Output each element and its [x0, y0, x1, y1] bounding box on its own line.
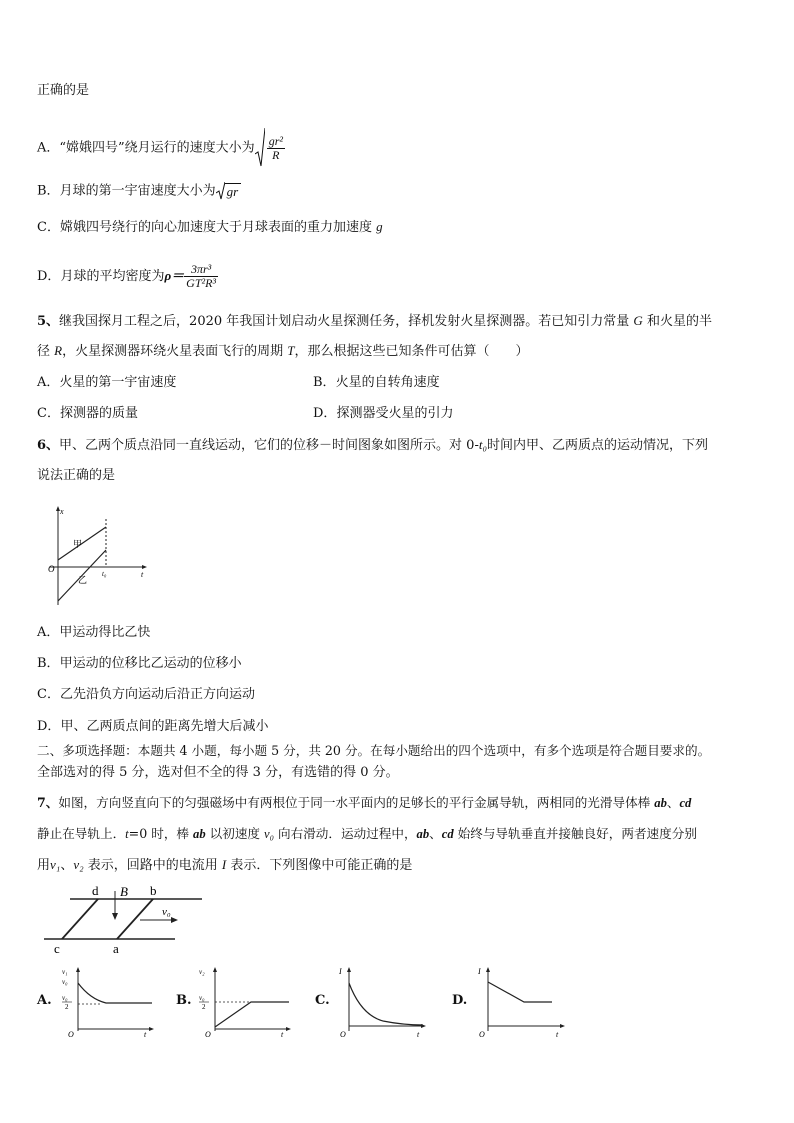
label-a: a: [113, 941, 119, 956]
rod-cd: [62, 899, 98, 939]
q5-option-b: B．火星的自转角速度: [313, 375, 440, 390]
svg-text:I: I: [339, 967, 342, 976]
label-c: c: [54, 941, 60, 956]
q5-stem-line1: 5、继我国探月工程之后，2020 年我国计划启动火星探测任务，择机发射火星探测器。若已知引力常量 G 和火星的半: [37, 313, 712, 329]
sqrt-expression: gr: [216, 182, 242, 200]
label-b: b: [150, 883, 157, 898]
q6-option-a: A．甲运动得比乙快: [37, 625, 151, 640]
q5-option-a: A．火星的第一宇宙速度: [37, 375, 177, 390]
svg-text:t: t: [144, 1030, 147, 1037]
svg-text:v₁: v₁: [62, 968, 68, 976]
q7-graph-a: [58, 965, 158, 1037]
curve: [488, 982, 552, 1002]
q7-graph-b: [195, 965, 295, 1037]
q6-stem-line1: 6、甲、乙两个质点沿同一直线运动，它们的位移－时间图象如图所示。对 0-t₀时间内甲、乙两质点的运动情况，下列: [37, 437, 708, 453]
label-B: B: [120, 884, 128, 899]
svg-text:t: t: [556, 1030, 559, 1037]
q6-option-d: D．甲、乙两质点间的距离先增大后减小: [37, 719, 269, 734]
x-axis-label: t: [141, 570, 144, 579]
series-yi-label: 乙: [78, 575, 88, 585]
curve: [215, 1002, 289, 1027]
svg-text:v₀: v₀: [62, 994, 68, 1002]
svg-text:t: t: [281, 1030, 284, 1037]
svg-text:I: I: [478, 967, 481, 976]
svg-text:v₀: v₀: [62, 978, 68, 986]
q7-option-d-label: D.: [452, 993, 468, 1008]
svg-text:t: t: [417, 1030, 420, 1037]
svg-text:2: 2: [65, 1003, 69, 1011]
series-jia-label: 甲: [73, 539, 83, 549]
q5-option-d: D．探测器受火星的引力: [313, 406, 454, 421]
q7-stem-line1: 7、如图，方向竖直向下的匀强磁场中有两根位于同一水平面内的足够长的平行金属导轨，两相同的光滑导体棒 ab、cd: [37, 795, 692, 810]
t0-tick-label: t₀: [102, 570, 107, 578]
q4-option-a: A．“嫦娥四号”绕月运行的速度大小为 $\frac{\text{gr²}}{R}$: [37, 128, 288, 168]
x-axis-arrow: [142, 565, 147, 569]
q7-option-c-label: C.: [315, 993, 330, 1008]
sqrt-expression: $\frac{\text{gr²}}{R}$: [255, 128, 288, 168]
section2-heading-line2: 全部选对的得 5 分，选对但不全的得 3 分，有选错的得 0 分。: [37, 765, 399, 780]
origin-label: O: [48, 564, 55, 574]
label-v0: v₀: [162, 906, 171, 918]
q6-xt-graph: [40, 505, 155, 607]
q5-stem-line2: 径 R，火星探测器环绕火星表面飞行的周期 T，那么根据这些已知条件可估算（ ）: [37, 343, 529, 359]
svg-text:O: O: [205, 1030, 211, 1037]
q7-option-b-label: B.: [176, 993, 192, 1008]
b-field-arrowhead: [112, 913, 118, 920]
svg-text:v₂: v₂: [199, 968, 205, 976]
v0-arrowhead: [171, 917, 178, 923]
q7-option-a-label: A.: [37, 993, 52, 1008]
curve: [349, 983, 423, 1025]
section2-heading-line1: 二、多项选择题：本题共 4 小题，每小题 5 分，共 20 分。在每小题给出的四个选项中，有多个选项是符合题目要求的。: [37, 743, 711, 758]
rod-ab: [117, 899, 153, 939]
q4-option-c: C．嫦娥四号绕行的向心加速度大于月球表面的重力加速度 g: [37, 219, 383, 235]
q5-option-c: C．探测器的质量: [37, 406, 138, 421]
svg-text:O: O: [68, 1030, 74, 1037]
q7-rails-figure: [40, 882, 220, 957]
q6-option-b: B．甲运动的位移比乙运动的位移小: [37, 656, 242, 671]
label-d: d: [92, 883, 99, 898]
curve: [78, 983, 152, 1003]
q4-option-d: D．月球的平均密度为ρ＝ $\frac{\text{3πr³}}{\text{GT²R³}}$: [37, 262, 217, 290]
q4-intro: 正确的是: [37, 83, 90, 98]
q6-stem-line2: 说法正确的是: [37, 468, 116, 483]
q6-option-c: C．乙先沿负方向运动后沿正方向运动: [37, 687, 255, 702]
svg-text:v₀: v₀: [199, 994, 205, 1002]
svg-text:O: O: [479, 1030, 485, 1037]
q7-stem-line3: 用v₁、v₂ 表示，回路中的电流用 I 表示．下列图像中可能正确的是: [37, 857, 413, 873]
svg-text:O: O: [340, 1030, 346, 1037]
q4-option-b: B．月球的第一宇宙速度大小为 gr: [37, 182, 241, 200]
q7-graph-d: [472, 965, 572, 1037]
q7-stem-line2: 静止在导轨上．t=0 时，棒 ab 以初速度 v₀ 向右滑动．运动过程中，ab、cd 始终与导轨垂直并接触良好，两者速度分别: [37, 826, 697, 841]
y-axis-label: x: [60, 507, 64, 516]
q7-graph-c: [333, 965, 433, 1037]
svg-text:2: 2: [202, 1003, 206, 1011]
